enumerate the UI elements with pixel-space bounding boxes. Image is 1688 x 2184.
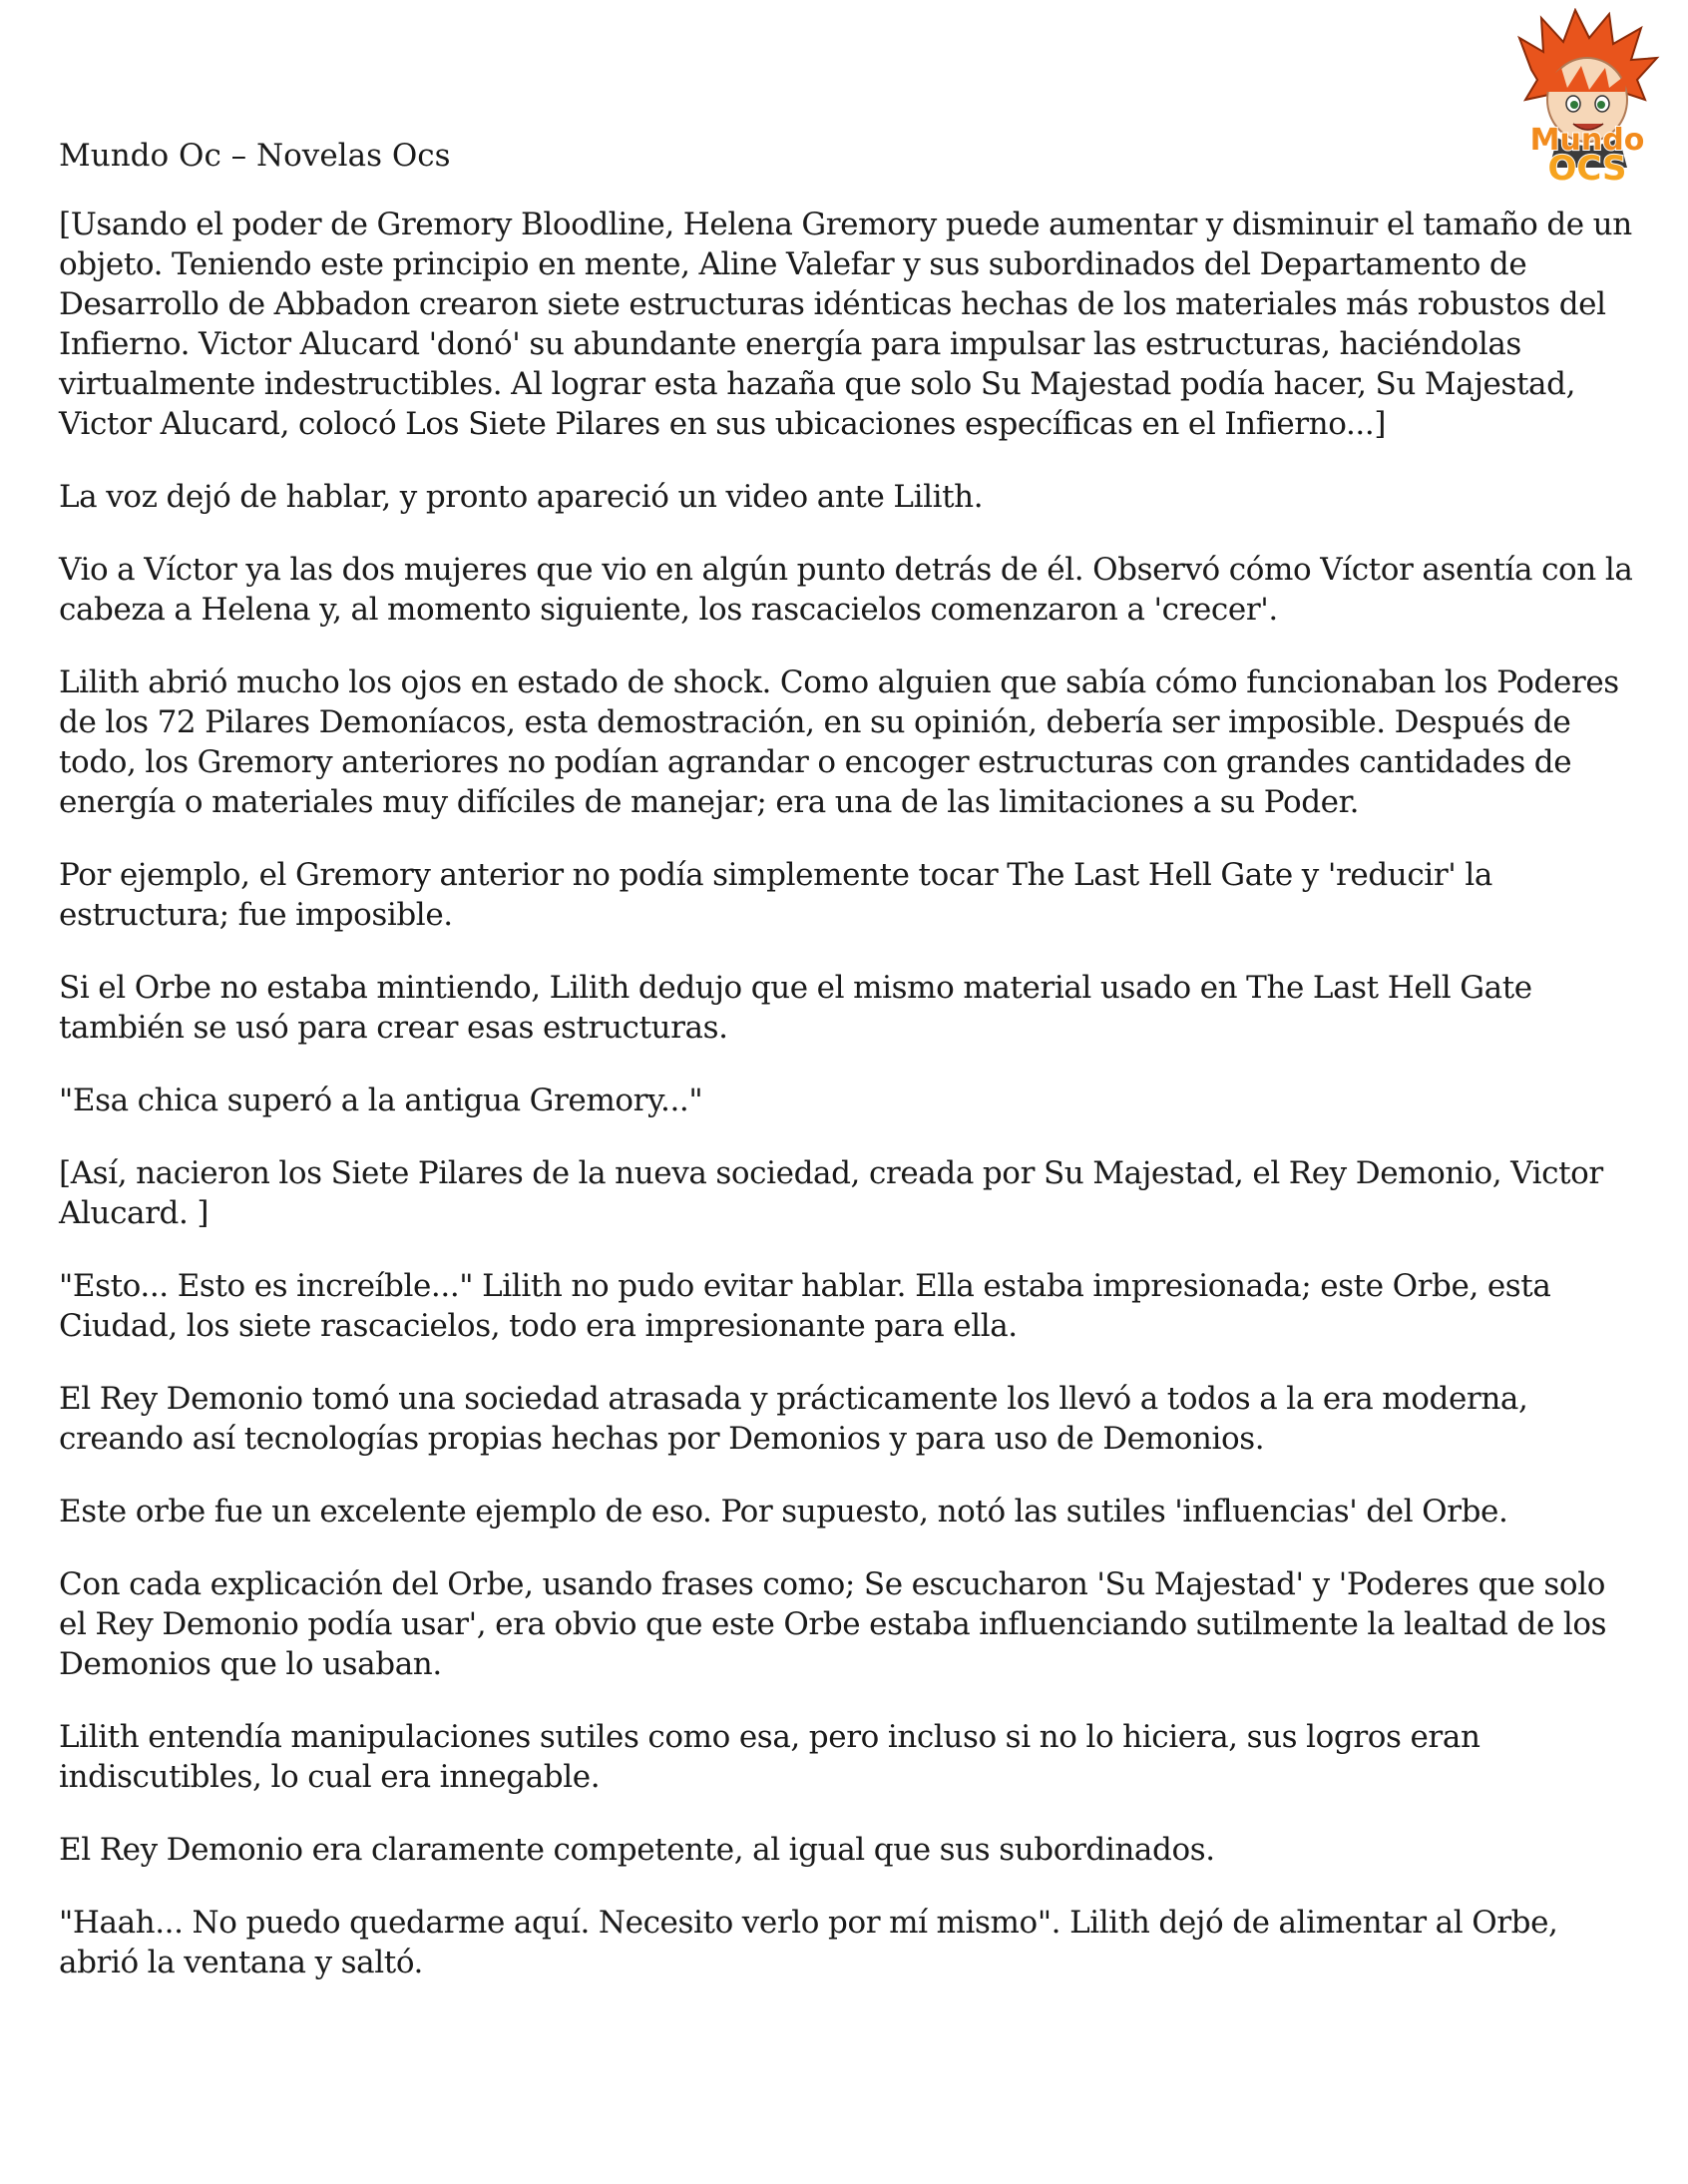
paragraph: Este orbe fue un excelente ejemplo de eso. Por supuesto, notó las sutiles 'influencias' del Orbe. (59, 1494, 1508, 1529)
svg-text:OCS: OCS (1547, 149, 1627, 186)
paragraph: Con cada explicación del Orbe, usando frases como; Se escucharon 'Su Majestad' y 'Poderes que solo el Rey Demonio podía usar', era obvio que este Orbe estaba influenciando sutilmente la lealtad de los Demonios que lo usaban. (59, 1566, 1607, 1682)
paragraph: Vio a Víctor ya las dos mujeres que vio en algún punto detrás de él. Observó cómo Víctor asentía con la cabeza a Helena y, al momento siguiente, los rascacielos comenzaron a 'crecer'. (59, 552, 1633, 628)
mascot-logo-icon (1501, 8, 1673, 186)
document-header: Mundo Oc – Novelas Ocs (59, 138, 451, 174)
paragraph: "Haah... No puedo quedarme aquí. Necesito verlo por mí mismo". Lilith dejó de alimentar al Orbe, abrió la ventana y saltó. (59, 1905, 1558, 1980)
paragraph: Si el Orbe no estaba mintiendo, Lilith dedujo que el mismo material usado en The Last Hell Gate también se usó para crear esas estructuras. (59, 970, 1532, 1046)
paragraph: Lilith abrió mucho los ojos en estado de shock. Como alguien que sabía cómo funcionaban los Poderes de los 72 Pilares Demoníacos, esta demostración, en su opinión, debería ser imposible. Después de todo, los Gremory anteriores no podían agrandar o encoger estructuras con grandes cantidades de energía o materiales muy difíciles de manejar; era una de las limitaciones a su Poder. (59, 664, 1619, 820)
svg-text:Mundo: Mundo (1529, 123, 1645, 158)
paragraph: "Esto... Esto es increíble..." Lilith no pudo evitar hablar. Ella estaba impresionada; este Orbe, esta Ciudad, los siete rascacielos, todo era impresionante para ella. (59, 1268, 1551, 1344)
paragraph: El Rey Demonio tomó una sociedad atrasada y prácticamente los llevó a todos a la era moderna, creando así tecnologías propias hechas por Demonios y para uso de Demonios. (59, 1381, 1528, 1457)
paragraph: La voz dejó de hablar, y pronto apareció un video ante Lilith. (59, 479, 984, 515)
paragraph: [Así, nacieron los Siete Pilares de la nueva sociedad, creada por Su Majestad, el Rey Demonio, Victor Alucard. ] (59, 1155, 1603, 1231)
paragraph: [Usando el poder de Gremory Bloodline, Helena Gremory puede aumentar y disminuir el tamaño de un objeto. Teniendo este principio en mente, Aline Valefar y sus subordinados del Departamento de Desarrollo de Abbadon crearon siete estructuras idénticas hechas de los materiales más robustos del Infierno. Victor Alucard 'donó' su abundante energía para impulsar las estructuras, haciéndolas virtualmente indestructibles. Al lograr esta hazaña que solo Su Majestad podía hacer, Su Majestad, Victor Alucard, colocó Los Siete Pilares en sus ubicaciones específicas en el Infierno...] (59, 207, 1632, 442)
paragraph: Lilith entendía manipulaciones sutiles como esa, pero incluso si no lo hiciera, sus logros eran indiscutibles, lo cual era innegable. (59, 1719, 1480, 1795)
paragraph: "Esa chica superó a la antigua Gremory..." (59, 1083, 703, 1118)
paragraph: Por ejemplo, el Gremory anterior no podía simplemente tocar The Last Hell Gate y 'reducir' la estructura; fue imposible. (59, 857, 1492, 933)
document-body (59, 205, 1637, 2015)
paragraph: El Rey Demonio era claramente competente, al igual que sus subordinados. (59, 1832, 1215, 1868)
mundo-ocs-logo (1501, 8, 1673, 186)
